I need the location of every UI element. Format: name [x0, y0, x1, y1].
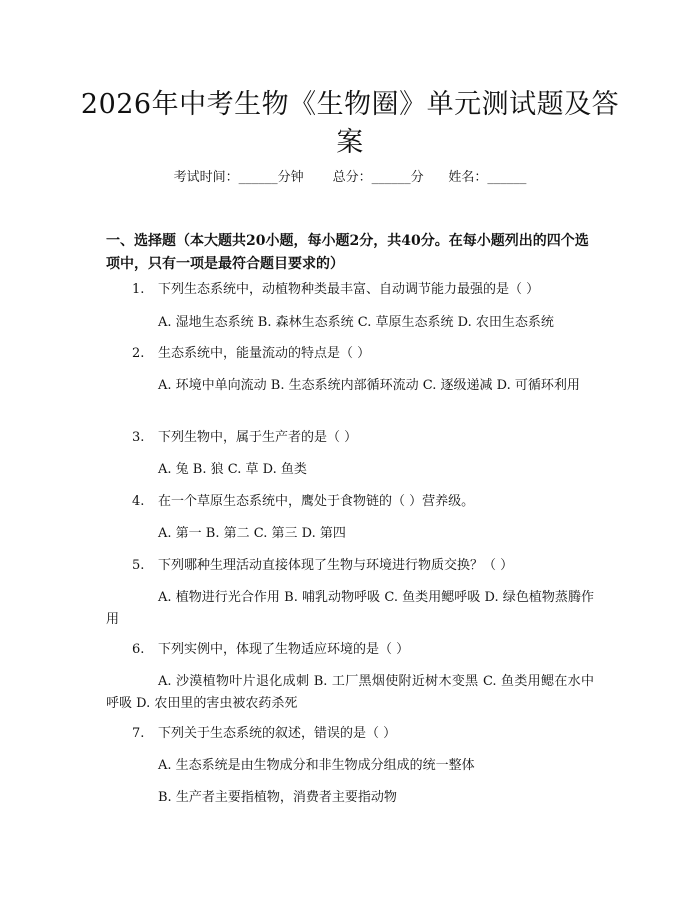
question-stem: [106, 555, 596, 577]
section-heading: 一、选择题（本大题共20小题，每小题2分，共40分。在每小题列出的四个选项中，只有一项是最符合题目要求的）: [106, 233, 589, 272]
question-number: 1.: [132, 282, 145, 297]
question-option-b: B. 生产者主要指植物，消费者主要指动物: [158, 790, 397, 805]
question-number: 7.: [132, 726, 145, 741]
question-options: A. 湿地生态系统 B. 森林生态系统 C. 草原生态系统 D. 农田生态系统: [158, 315, 554, 330]
question-text: 在一个草原生态系统中，鹰处于食物链的（ ）营养级。: [158, 494, 475, 509]
question-stem: [106, 723, 596, 745]
question-text: 生态系统中，能量流动的特点是（ ）: [158, 346, 371, 361]
question-text: 下列生物中，属于生产者的是（ ）: [158, 430, 358, 445]
name-label: 姓名：: [448, 170, 488, 185]
time-blank: ______: [238, 170, 278, 185]
score-unit: 分: [410, 170, 424, 185]
question-options: A. 沙漠植物叶片退化成刺 B. 工厂黑烟使附近树木变黑 C. 鱼类用鳃在水中呼吸 D. 农田里的害虫被农药杀死: [106, 674, 594, 711]
score-blank: ______: [371, 170, 411, 185]
question-text: 下列哪种生理活动直接体现了生物与环境进行物质交换？（ ）: [158, 558, 514, 573]
question-option-a: A. 生态系统是由生物成分和非生物成分组成的统一整体: [158, 758, 475, 773]
time-unit: 分钟: [277, 170, 304, 185]
question-stem: [106, 427, 596, 449]
exam-info-line: [0, 168, 700, 188]
question-number: 2.: [132, 346, 145, 361]
question-number: 4.: [132, 494, 145, 509]
score-label: 总分：: [332, 170, 372, 185]
question-options: A. 第一 B. 第二 C. 第三 D. 第四: [158, 526, 346, 541]
question-stem: [106, 343, 596, 365]
question-text: 下列关于生态系统的叙述，错误的是（ ）: [158, 726, 397, 741]
question-options: A. 环境中单向流动 B. 生态系统内部循环流动 C. 逐级递减 D. 可循环利用: [158, 378, 580, 393]
question-text: 下列生态系统中，动植物种类最丰富、自动调节能力最强的是（ ）: [158, 282, 540, 297]
question-stem: [106, 491, 596, 513]
question-options: A. 植物进行光合作用 B. 哺乳动物呼吸 C. 鱼类用鳃呼吸 D. 绿色植物蒸腾作用: [106, 590, 594, 627]
question-number: 6.: [132, 642, 145, 657]
page-title: 2026年中考生物《生物圈》单元测试题及答案: [80, 89, 620, 158]
question-stem: [106, 639, 596, 661]
time-label: 考试时间：: [173, 170, 239, 185]
question-options: A. 兔 B. 狼 C. 草 D. 鱼类: [158, 462, 307, 477]
name-blank: ______: [487, 170, 527, 185]
question-text: 下列实例中，体现了生物适应环境的是（ ）: [158, 642, 410, 657]
question-number: 3.: [132, 430, 145, 445]
question-stem: [106, 279, 596, 301]
question-number: 5.: [132, 558, 145, 573]
